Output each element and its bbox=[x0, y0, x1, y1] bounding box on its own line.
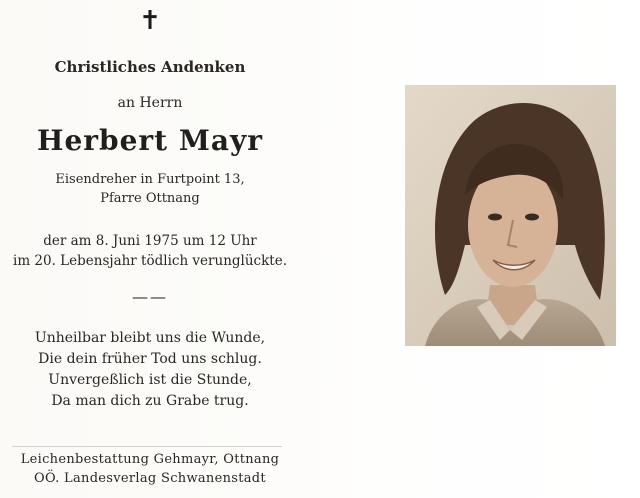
poem-line: Unvergeßlich ist die Stunde, bbox=[48, 372, 252, 388]
death-age-line: im 20. Lebensjahr tödlich verunglückte. bbox=[13, 253, 287, 269]
card-heading: Christliches Andenken bbox=[54, 58, 246, 76]
intro-text: an Herrn bbox=[117, 95, 183, 111]
death-date-line: der am 8. Juni 1975 um 12 Uhr bbox=[43, 233, 257, 249]
publisher-block bbox=[0, 450, 300, 488]
death-notice bbox=[0, 231, 300, 271]
deceased-name: Herbert Mayr bbox=[36, 124, 263, 157]
portrait-photo bbox=[405, 85, 616, 346]
printer-line: OÖ. Landesverlag Schwanenstadt bbox=[34, 471, 266, 486]
funeral-home-line: Leichenbestattung Gehmayr, Ottnang bbox=[20, 452, 280, 467]
occupation-line: Eisendreher in Furtpoint 13, bbox=[55, 172, 245, 187]
occupation-block bbox=[0, 170, 300, 208]
divider bbox=[12, 446, 282, 447]
memorial-poem bbox=[0, 328, 300, 412]
separator: —— bbox=[132, 287, 168, 306]
poem-line: Die dein früher Tod uns schlug. bbox=[38, 351, 262, 367]
cross-icon: ✝ bbox=[139, 6, 161, 36]
parish-line: Pfarre Ottnang bbox=[100, 191, 200, 206]
portrait-image bbox=[405, 85, 616, 346]
text-panel bbox=[0, 0, 300, 498]
poem-line: Unheilbar bleibt uns die Wunde, bbox=[34, 330, 266, 346]
poem-line: Da man dich zu Grabe trug. bbox=[51, 393, 249, 409]
